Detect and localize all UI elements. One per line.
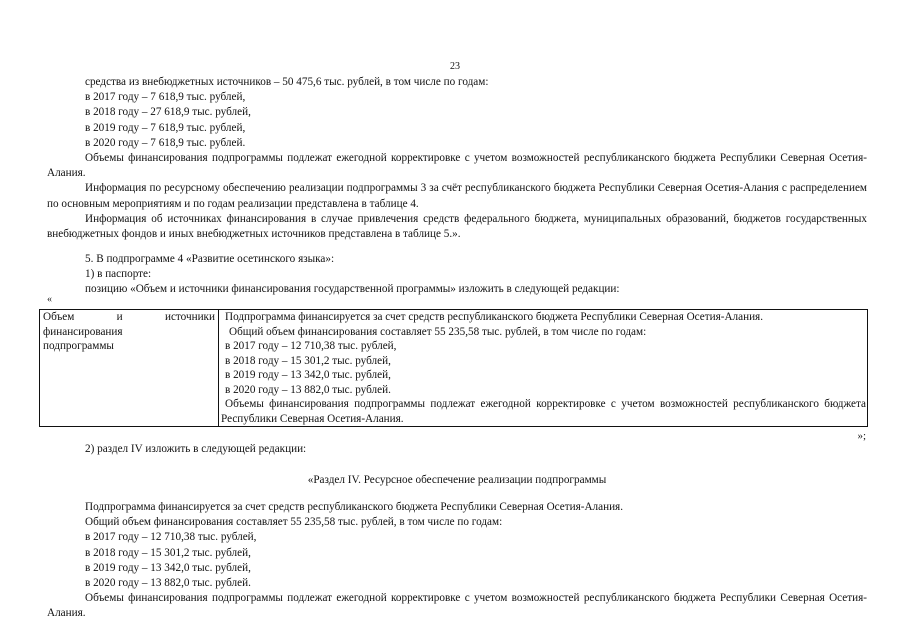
text-line: в 2019 году – 7 618,9 тыс. рублей,	[85, 121, 246, 134]
section-body	[47, 500, 867, 622]
text-line: Подпрограмма финансируется за счет средств республиканского бюджета Республики Северная Осетия-Алания.	[85, 501, 624, 513]
passport-year: в 2020 году – 13 882,0 тыс. рублей.	[225, 383, 391, 396]
opening-quote: «	[47, 294, 52, 305]
passport-year: в 2018 году – 15 301,2 тыс. рублей,	[225, 354, 391, 367]
passport-label-cell	[40, 310, 219, 427]
item-2-block	[47, 442, 867, 457]
paragraph-info-table5: Информация об источниках финансирования в случае привлечения средств федерального бюджета, муниципальных образований, бюджетов государственных внебюджетных фондов и иных внебюджетных источников представлена в таблице 5.».	[47, 212, 867, 241]
text-line: Общий объем финансирования составляет 55 235,58 тыс. рублей, в том числе по годам:	[85, 516, 503, 529]
passport-total: Общий объем финансирования составляет 55 235,58 тыс. рублей, в том числе по годам:	[229, 325, 647, 338]
label-word: Объем	[43, 311, 75, 323]
page-number: 23	[450, 61, 460, 72]
text-line: средства из внебюджетных источников – 50 475,6 тыс. рублей, в том числе по годам:	[85, 76, 489, 88]
amendment-intro	[47, 252, 867, 298]
passport-year: в 2017 году – 12 710,38 тыс. рублей,	[225, 340, 397, 352]
text-line: в 2020 году – 7 618,9 тыс. рублей.	[85, 136, 246, 149]
item-2-section: 2) раздел IV изложить в следующей редакции:	[85, 443, 307, 455]
passport-year: в 2019 году – 13 342,0 тыс. рублей,	[225, 369, 391, 381]
section-title: «Раздел IV. Ресурсное обеспечение реализации подпрограммы	[307, 474, 607, 486]
year-line: в 2019 году – 13 342,0 тыс. рублей,	[85, 561, 251, 574]
label-word: и	[116, 311, 123, 323]
text-line: в 2018 году – 27 618,9 тыс. рублей,	[85, 106, 251, 119]
item-5: 5. В подпрограмме 4 «Развитие осетинского языка»:	[85, 253, 335, 265]
year-line: в 2018 году – 15 301,2 тыс. рублей,	[85, 546, 251, 559]
passport-table	[39, 309, 868, 427]
table-row	[40, 310, 868, 427]
item-1-passport: 1) в паспорте:	[85, 268, 152, 281]
passport-adjust: Объемы финансирования подпрограммы подлежат ежегодной корректировке с учетом возможностей республиканского бюджета Республики Северная Осетия-Алания.	[221, 398, 866, 425]
paragraph-info-table4: Информация по ресурсному обеспечению реализации подпрограммы 3 за счёт республиканского бюджета Республики Северная Осетия-Алания с распределением по основным мероприятиям и по годам реализации представлена в таблице 4.	[47, 182, 867, 210]
label-word: источники	[164, 311, 215, 323]
paragraph-adjust: Объемы финансирования подпрограммы подлежат ежегодной корректировке с учетом возможностей республиканского бюджета Республики Северная Осетия-Алания.	[47, 152, 867, 180]
closing-quote: »;	[857, 430, 866, 442]
year-line: в 2017 году – 12 710,38 тыс. рублей,	[85, 531, 257, 544]
passport-value-cell	[219, 310, 868, 427]
label-first-line	[43, 310, 218, 325]
item-position: позицию «Объем и источники финансирования государственной программы» изложить в следующей редакции:	[85, 283, 620, 296]
text-line: в 2017 году – 7 618,9 тыс. рублей,	[85, 91, 246, 104]
paragraph-adjust-bottom: Объемы финансирования подпрограммы подлежат ежегодной корректировке с учетом возможностей республиканского бюджета Республики Северная Осетия-Алания.	[47, 592, 867, 620]
top-financing-block	[47, 75, 867, 242]
year-line: в 2020 году – 13 882,0 тыс. рублей.	[85, 577, 251, 590]
label-rest: финансирования подпрограммы	[43, 325, 123, 352]
passport-source: Подпрограмма финансируется за счет средств республиканского бюджета Республики Северная Осетия-Алания.	[225, 311, 764, 323]
